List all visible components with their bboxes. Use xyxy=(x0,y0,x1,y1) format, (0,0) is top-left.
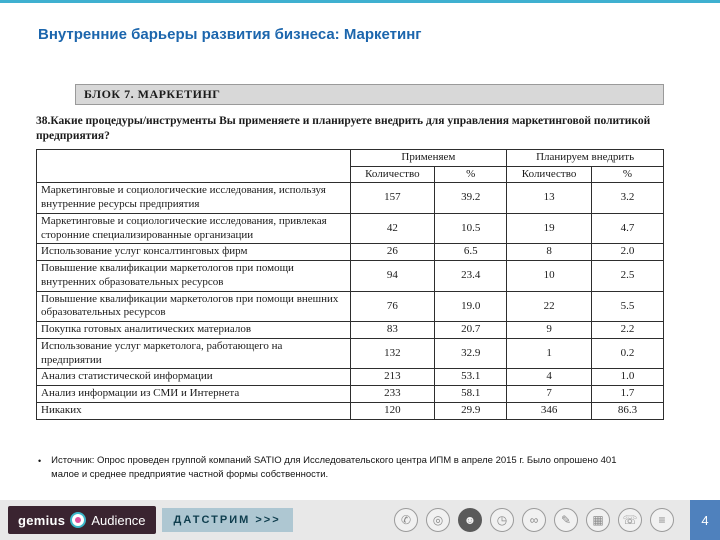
sub-header-pct-2: % xyxy=(591,166,663,183)
sub-header-pct-1: % xyxy=(435,166,507,183)
table-row xyxy=(37,183,664,214)
source-note xyxy=(38,454,638,483)
source-text: Источник: Опрос проведен группой компаний SATIO для Исследовательского центра ИПМ в апреле 2015 г. Было опрошено 401 малое и среднее предприятие частной формы собственности. xyxy=(51,455,617,481)
audience-logo-text: Audience xyxy=(91,512,146,528)
row-label: Использование услуг маркетолога, работающего на предприятии xyxy=(37,338,351,369)
cell-value: 5.5 xyxy=(591,291,663,322)
cell-value: 29.9 xyxy=(435,402,507,419)
gemius-logo-text: gemius xyxy=(18,512,66,528)
cell-value: 19 xyxy=(507,213,592,244)
table-row xyxy=(37,338,664,369)
location-icon: ◎ xyxy=(426,508,450,532)
handset-icon: ☏ xyxy=(618,508,642,532)
empty-header-cell xyxy=(37,149,351,183)
row-label: Маркетинговые и социологические исследования, используя внутренние ресурсы предприятия xyxy=(37,183,351,214)
gemius-audience-logo xyxy=(8,506,156,534)
cell-value: 53.1 xyxy=(435,369,507,386)
row-label: Анализ информации из СМИ и Интернета xyxy=(37,386,351,403)
cell-value: 94 xyxy=(350,261,435,292)
cell-value: 213 xyxy=(350,369,435,386)
cell-value: 32.9 xyxy=(435,338,507,369)
cell-value: 6.5 xyxy=(435,244,507,261)
table-row xyxy=(37,291,664,322)
cell-value: 0.2 xyxy=(591,338,663,369)
table-group-header-row xyxy=(37,149,664,166)
cell-value: 2.2 xyxy=(591,322,663,339)
row-label: Покупка готовых аналитических материалов xyxy=(37,322,351,339)
cell-value: 20.7 xyxy=(435,322,507,339)
link-icon: ∞ xyxy=(522,508,546,532)
group-header-apply: Применяем xyxy=(350,149,507,166)
phone-icon: ✆ xyxy=(394,508,418,532)
footer-bar xyxy=(0,500,720,540)
block-title-bar: БЛОК 7. МАРКЕТИНГ xyxy=(75,84,664,105)
cell-value: 4.7 xyxy=(591,213,663,244)
cell-value: 13 xyxy=(507,183,592,214)
pencil-icon: ✎ xyxy=(554,508,578,532)
cell-value: 83 xyxy=(350,322,435,339)
cell-value: 2.0 xyxy=(591,244,663,261)
survey-results-table xyxy=(36,149,664,420)
cell-value: 1 xyxy=(507,338,592,369)
row-label: Никаких xyxy=(37,402,351,419)
table-row xyxy=(37,402,664,419)
row-label: Маркетинговые и социологические исследования, привлекая сторонние специализированные организации xyxy=(37,213,351,244)
cell-value: 2.5 xyxy=(591,261,663,292)
slide-title: Внутренние барьеры развития бизнеса: Маркетинг xyxy=(38,26,422,43)
cell-value: 157 xyxy=(350,183,435,214)
bullet-marker: • xyxy=(38,456,42,466)
row-label: Анализ статистической информации xyxy=(37,369,351,386)
page-number: 4 xyxy=(690,500,720,540)
cell-value: 233 xyxy=(350,386,435,403)
cell-value: 10.5 xyxy=(435,213,507,244)
table-row xyxy=(37,322,664,339)
clock-icon: ◷ xyxy=(490,508,514,532)
cell-value: 26 xyxy=(350,244,435,261)
table-row xyxy=(37,244,664,261)
cell-value: 1.7 xyxy=(591,386,663,403)
cell-value: 42 xyxy=(350,213,435,244)
cell-value: 76 xyxy=(350,291,435,322)
cell-value: 22 xyxy=(507,291,592,322)
table-row xyxy=(37,369,664,386)
cell-value: 132 xyxy=(350,338,435,369)
scanned-table-block xyxy=(36,84,664,420)
group-header-plan: Планируем внедрить xyxy=(507,149,664,166)
row-label: Повышение квалификации маркетологов при помощи внутренних образовательных ресурсов xyxy=(37,261,351,292)
row-label: Повышение квалификации маркетологов при помощи внешних образовательных ресурсов xyxy=(37,291,351,322)
gemius-circle-icon xyxy=(70,512,86,528)
top-accent-line xyxy=(0,0,720,3)
list-icon: ≡ xyxy=(650,508,674,532)
cell-value: 58.1 xyxy=(435,386,507,403)
cell-value: 23.4 xyxy=(435,261,507,292)
cell-value: 10 xyxy=(507,261,592,292)
table-row xyxy=(37,386,664,403)
row-label: Использование услуг консалтинговых фирм xyxy=(37,244,351,261)
cell-value: 7 xyxy=(507,386,592,403)
datastream-logo: ДАТСТРИМ >>> xyxy=(162,508,293,532)
sub-header-count-1: Количество xyxy=(350,166,435,183)
cell-value: 8 xyxy=(507,244,592,261)
cell-value: 9 xyxy=(507,322,592,339)
table-row xyxy=(37,261,664,292)
cell-value: 19.0 xyxy=(435,291,507,322)
cell-value: 4 xyxy=(507,369,592,386)
cell-value: 39.2 xyxy=(435,183,507,214)
cell-value: 86.3 xyxy=(591,402,663,419)
footer-icons-row xyxy=(394,508,674,532)
cell-value: 346 xyxy=(507,402,592,419)
grid-icon: ▦ xyxy=(586,508,610,532)
survey-question: 38.Какие процедуры/инструменты Вы применяете и планируете внедрить для управления маркетинговой политикой предприятия? xyxy=(36,115,651,142)
cell-value: 1.0 xyxy=(591,369,663,386)
table-row xyxy=(37,213,664,244)
sub-header-count-2: Количество xyxy=(507,166,592,183)
cell-value: 120 xyxy=(350,402,435,419)
person-icon: ☻ xyxy=(458,508,482,532)
cell-value: 3.2 xyxy=(591,183,663,214)
